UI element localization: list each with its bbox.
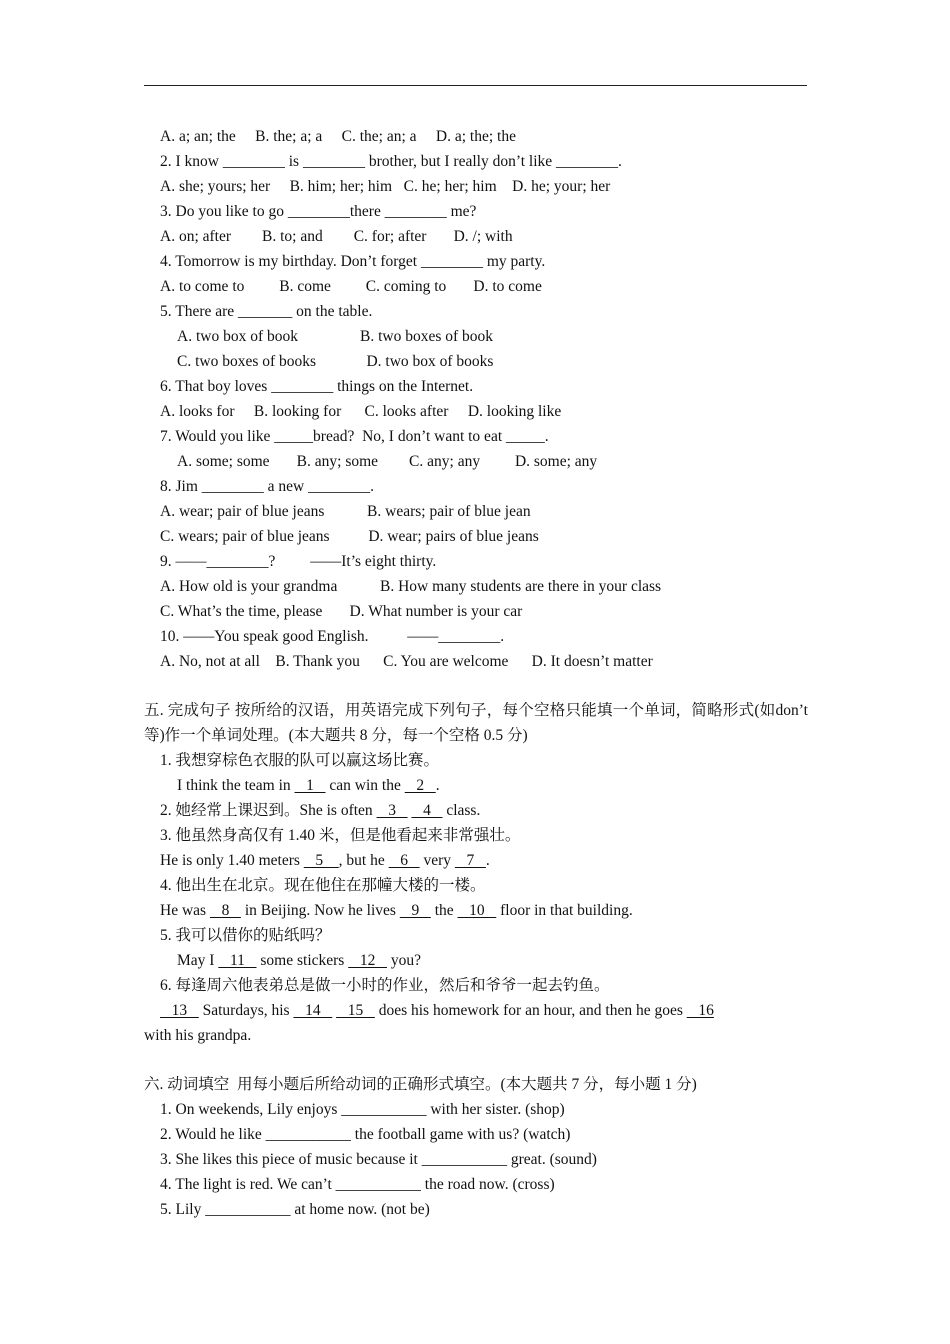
question-sentence: I think the team in 1 can win the 2 . (177, 777, 440, 794)
question-text: 6. 每逢周六他表弟总是做一小时的作业，然后和爷爷一起去钓鱼。 (160, 977, 610, 994)
blank-15[interactable]: 15 (336, 1002, 375, 1019)
sentence-completion-section (144, 698, 808, 1048)
blank-3[interactable]: 3 (376, 802, 408, 819)
question-sentence-continued: with his grandpa. (144, 1027, 252, 1044)
verb-question: 4. The light is red. We can’t ___________ the road now. (cross) (160, 1176, 555, 1193)
blank-11[interactable]: 11 (218, 952, 257, 969)
mc-line: A. a; an; the B. the; a; a C. the; an; a D. a; the; the (160, 128, 516, 145)
blank-7[interactable]: 7 (454, 852, 486, 869)
blank-8[interactable]: 8 (209, 902, 241, 919)
mc-line: A. No, not at all B. Thank you C. You are welcome D. It doesn’t matter (160, 653, 653, 670)
verb-question: 2. Would he like ___________ the football game with us? (watch) (160, 1126, 571, 1143)
mc-line: A. she; yours; her B. him; her; him C. he; her; him D. he; your; her (160, 178, 611, 195)
blank-2[interactable]: 2 (404, 777, 436, 794)
mc-line: A. on; after B. to; and C. for; after D. /; with (160, 228, 513, 245)
question-sentence: 2. 她经常上课迟到。She is often 3 4 class. (160, 802, 481, 819)
blank-13[interactable]: 13 (160, 1002, 199, 1019)
verb-question: 5. Lily ___________ at home now. (not be) (160, 1201, 430, 1218)
blank-16[interactable]: 16 (686, 1002, 714, 1019)
mc-line: C. wears; pair of blue jeans D. wear; pairs of blue jeans (160, 528, 539, 545)
mc-line: 2. I know ________ is ________ brother, but I really don’t like ________. (160, 153, 622, 170)
blank-10[interactable]: 10 (457, 902, 497, 919)
question-text: 5. 我可以借你的贴纸吗？ (160, 927, 331, 944)
question-sentence: He is only 1.40 meters 5 , but he 6 very 7 . (160, 852, 490, 869)
verb-question: 1. On weekends, Lily enjoys ___________ with her sister. (shop) (160, 1101, 565, 1118)
question-sentence: 13 Saturdays, his 14 15 does his homework for an hour, and then he goes 16 (160, 1002, 714, 1019)
mc-line: A. How old is your grandma B. How many students are there in your class (160, 578, 662, 595)
blank-14[interactable]: 14 (293, 1002, 333, 1019)
mc-line: A. some; some B. any; some C. any; any D. some; any (177, 453, 598, 470)
blank-1[interactable]: 1 (294, 777, 326, 794)
verb-fill-section (144, 1072, 808, 1222)
question-sentence: May I 11 some stickers 12 you? (177, 952, 421, 969)
mc-line: 7. Would you like _____bread? No, I don’t want to eat _____. (160, 428, 549, 445)
mc-line: 8. Jim ________ a new ________. (160, 478, 374, 495)
mc-line: 3. Do you like to go ________there ________ me? (160, 203, 477, 220)
mc-line: C. What’s the time, please D. What number is your car (160, 603, 523, 620)
mc-line: 9. ——________? ——It’s eight thirty. (160, 553, 437, 570)
blank-12[interactable]: 12 (348, 952, 387, 969)
question-text: 4. 他出生在北京。现在他住在那幢大楼的一楼。 (160, 877, 486, 894)
section-5-header: 五. 完成句子 按所给的汉语，用英语完成下列句子，每个空格只能填一个单词，简略形式(如don’t 等)作一个单词处理。(本大题共 8 分，每一个空格 0.5 分) (144, 702, 808, 744)
blank-9[interactable]: 9 (399, 902, 431, 919)
mc-line: 4. Tomorrow is my birthday. Don’t forget ________ my party. (160, 253, 546, 270)
question-sentence: He was 8 in Beijing. Now he lives 9 the 10 floor in that building. (160, 902, 633, 919)
worksheet-page (144, 124, 808, 1222)
mc-line: A. looks for B. looking for C. looks after D. looking like (160, 403, 562, 420)
blank-4[interactable]: 4 (411, 802, 443, 819)
mc-line: C. two boxes of books D. two box of books (177, 353, 494, 370)
header-rule (144, 85, 807, 86)
question-text: 1. 我想穿棕色衣服的队可以赢这场比赛。 (160, 752, 440, 769)
section-6-header: 六. 动词填空 用每小题后所给动词的正确形式填空。(本大题共 7 分，每小题 1 分) (144, 1076, 697, 1093)
mc-line: 10. ——You speak good English. ——________. (160, 628, 505, 645)
mc-line: A. wear; pair of blue jeans B. wears; pair of blue jean (160, 503, 531, 520)
mc-line: 5. There are _______ on the table. (160, 303, 373, 320)
verb-question: 3. She likes this piece of music because it ___________ great. (sound) (160, 1151, 597, 1168)
multiple-choice-section (144, 124, 808, 674)
question-text: 3. 他虽然身高仅有 1.40 米，但是他看起来非常强壮。 (160, 827, 521, 844)
mc-line: 6. That boy loves ________ things on the Internet. (160, 378, 474, 395)
blank-6[interactable]: 6 (388, 852, 420, 869)
mc-line: A. to come to B. come C. coming to D. to come (160, 278, 542, 295)
mc-line: A. two box of book B. two boxes of book (177, 328, 494, 345)
blank-5[interactable]: 5 (303, 852, 339, 869)
